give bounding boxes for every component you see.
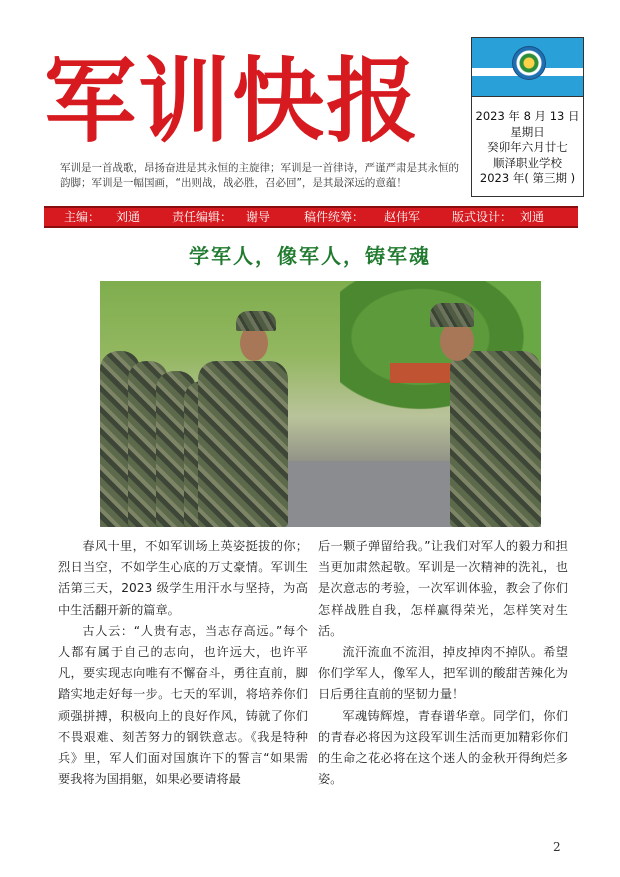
article-column-right — [318, 536, 568, 790]
school-flag — [472, 38, 583, 97]
chief-editor-name: 刘通 — [116, 210, 141, 224]
photo-student-soldier — [198, 361, 288, 527]
article-paragraph: 春风十里，不如军训场上英姿挺拔的你；烈日当空，不如学生心底的万丈豪情。军训生活第三天，2023 级学生用汗水与坚持，为高中生活翻开新的篇章。 — [58, 539, 308, 617]
responsible-editor-name: 谢导 — [246, 210, 271, 224]
issue-info-box — [471, 37, 584, 197]
article-paragraph: 军魂铸辉煌，青春谱华章。同学们，你们的青春必将因为这段军训生活而更加精彩你们的生命之花必将在这个迷人的金秋开得绚烂多姿。 — [318, 708, 568, 787]
photo-instructor-head — [440, 321, 474, 361]
article-headline: 学军人，像军人，铸军魂 — [189, 244, 431, 268]
chief-editor-label: 主编： — [64, 210, 101, 224]
article-photo — [100, 281, 541, 527]
school-name: 顺泽职业学校 — [493, 155, 562, 170]
coordinator-label: 稿件统筹： — [304, 210, 365, 224]
photo-student-cap — [236, 311, 276, 331]
issue-date: 2023 年 8 月 13 日 — [475, 109, 580, 123]
photo-instructor-cap — [430, 303, 474, 327]
coordinator-name: 赵伟军 — [384, 210, 421, 224]
page-number: 2 — [553, 840, 561, 854]
article-column-left — [58, 536, 308, 790]
photo-instructor — [450, 351, 541, 527]
responsible-editor-label: 责任编辑： — [172, 210, 233, 224]
school-emblem-icon — [512, 46, 546, 80]
article-paragraph: 流汗流血不流泪，掉皮掉肉不掉队。希望你们学军人，像军人，把军训的酸甜苦辣化为日后勇往直前的坚韧力量！ — [318, 645, 568, 702]
article-paragraph: 后一颗子弹留给我。”让我们对军人的毅力和担当更加肃然起敬。军训是一次精神的洗礼，也是次意志的考验，一次军训体验，教会了你们怎样战胜自我，怎样赢得荣光，怎样笑对生活。 — [318, 539, 568, 638]
masthead-slogan: 军训是一首战歌，昂扬奋进是其永恒的主旋律；军训是一首律诗，严谨严肃是其永恒的韵脚；军训是一幅国画，“出则战，战必胜，召必回”，是其最深远的意蕴！ — [60, 162, 459, 189]
issue-number: 2023 年( 第三期 ) — [479, 171, 576, 185]
issue-lunar-date: 癸卯年六月廿七 — [487, 140, 568, 154]
editor-credits-bar — [44, 206, 578, 228]
issue-weekday: 星期日 — [510, 124, 545, 139]
newspaper-title: 军训快报 — [44, 48, 421, 155]
article-paragraph: 古人云：“人贵有志，当志存高远。”每个人都有属于自己的志向，也许远大，也许平凡，要实现志向唯有不懈奋斗，勇往直前，脚踏实地走好每一步。七天的军训，将培养你们顽强拼搏，积极向上的良好作风，铸就了你们不畏艰难、刻苦努力的钢铁意志。《我是特种兵》里，军人们面对国旗许下的誓言“如果需要我将为国捐躯，如果必要请将最 — [58, 623, 308, 787]
layout-designer-label: 版式设计： — [452, 210, 513, 224]
layout-designer-name: 刘通 — [520, 210, 545, 224]
